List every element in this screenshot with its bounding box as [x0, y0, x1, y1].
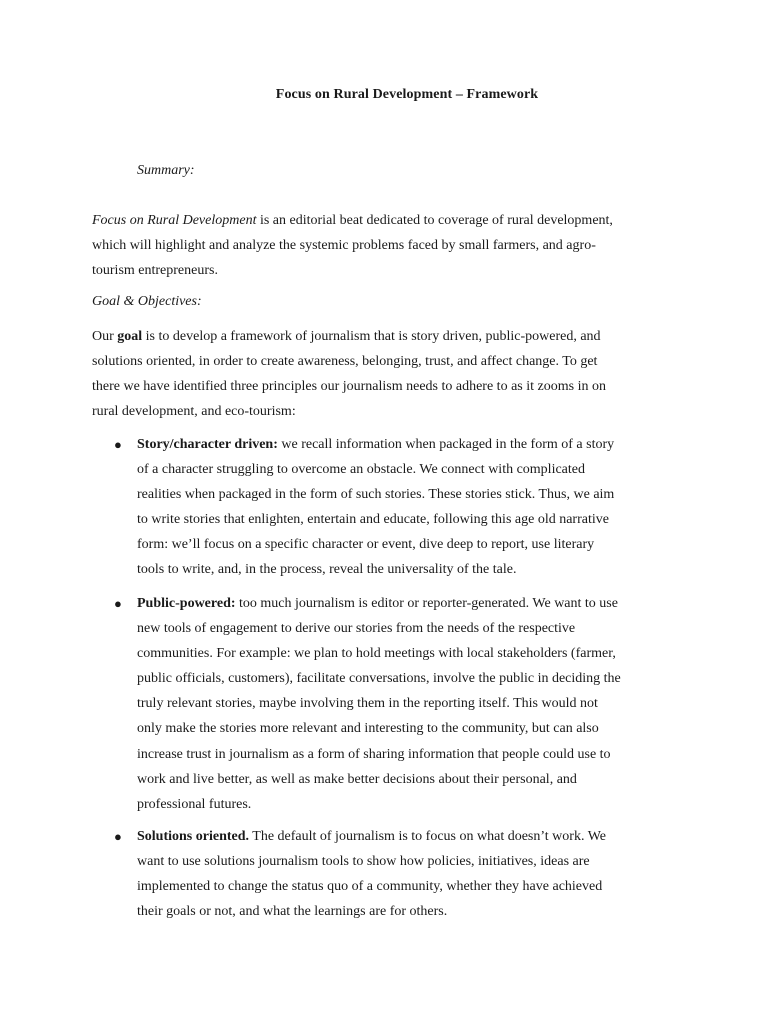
goal-line-3: there we have identified three principles our journalism needs to adhere to as it zooms in on	[92, 379, 606, 394]
list-item-lead: Public-powered:	[137, 596, 236, 611]
list-item-line: only make the stories more relevant and interesting to the community, but can also	[137, 721, 599, 737]
list-item-public-powered	[114, 591, 682, 817]
goal-objectives-label: Goal & Objectives:	[92, 294, 202, 309]
summary-label: Summary:	[137, 163, 195, 178]
list-item-text: too much journalism is editor or reporter-generated. We want to use	[235, 596, 618, 611]
list-item-line: increase trust in journalism as a form of sharing information that people could use to	[137, 746, 611, 762]
list-item-line: new tools of engagement to derive our stories from the needs of the respective	[137, 621, 576, 637]
list-item-line	[137, 432, 682, 457]
list-item-line: implemented to change the status quo of a community, whether they have achieved	[137, 879, 603, 895]
list-item-line	[137, 591, 682, 616]
document-title: Focus on Rural Development – Framework	[275, 87, 539, 102]
goal-line-1	[92, 324, 682, 349]
list-item-solutions-oriented	[114, 824, 682, 924]
list-item-line: of a character struggling to overcome an obstacle. We connect with complicated	[137, 462, 585, 478]
bullet-icon: ●	[114, 829, 122, 844]
list-item-lead: Solutions oriented.	[137, 829, 250, 844]
list-item-line: tools to write, and, in the process, reveal the universality of the tale.	[137, 562, 517, 578]
intro-line-1-rest: is an editorial beat dedicated to coverage of rural development,	[256, 213, 613, 228]
list-item-line: their goals or not, and what the learnings are for others.	[137, 904, 448, 920]
goal-paragraph	[92, 324, 682, 424]
list-item-text: we recall information when packaged in the form of a story	[277, 437, 615, 452]
goal-bold-word: goal	[117, 329, 143, 344]
list-item-lead: Story/character driven:	[137, 437, 278, 452]
list-item-line: want to use solutions journalism tools to show how policies, initiatives, ideas are	[137, 854, 590, 870]
intro-line-1	[92, 208, 682, 233]
intro-line-2: which will highlight and analyze the systemic problems faced by small farmers, and agro-	[92, 238, 596, 253]
list-item-line: truly relevant stories, maybe involving them in the reporting itself. This would not	[137, 696, 598, 712]
bullet-icon: ●	[114, 437, 122, 452]
intro-line-3: tourism entrepreneurs.	[92, 263, 218, 278]
intro-italic-lead: Focus on Rural Development	[92, 213, 257, 228]
list-item-line: communities. For example: we plan to hold meetings with local stakeholders (farmer,	[137, 646, 616, 662]
goal-line-2: solutions oriented, in order to create awareness, belonging, trust, and affect change. To get	[92, 354, 598, 369]
list-item-line	[137, 824, 682, 849]
list-item-line: realities when packaged in the form of such stories. These stories stick. Thus, we aim	[137, 487, 615, 503]
list-item-line: public officials, customers), facilitate conversations, involve the public in deciding the	[137, 671, 621, 687]
list-item-line: to write stories that enlighten, entertain and educate, following this age old narrative	[137, 512, 609, 528]
list-item-line: professional futures.	[137, 796, 252, 812]
intro-paragraph	[92, 208, 682, 283]
goal-line-1-rest: is to develop a framework of journalism that is story driven, public-powered, and	[142, 329, 601, 344]
list-item-text: The default of journalism is to focus on what doesn’t work. We	[249, 829, 606, 844]
list-item-line: work and live better, as well as make better decisions about their personal, and	[137, 771, 577, 787]
list-item-line: form: we’ll focus on a specific character or event, dive deep to report, use literary	[137, 537, 595, 553]
list-item-story-driven	[114, 432, 682, 583]
goal-line-1-pre: Our	[92, 329, 118, 344]
bullet-icon: ●	[114, 596, 122, 611]
goal-line-4: rural development, and eco-tourism:	[92, 404, 296, 419]
